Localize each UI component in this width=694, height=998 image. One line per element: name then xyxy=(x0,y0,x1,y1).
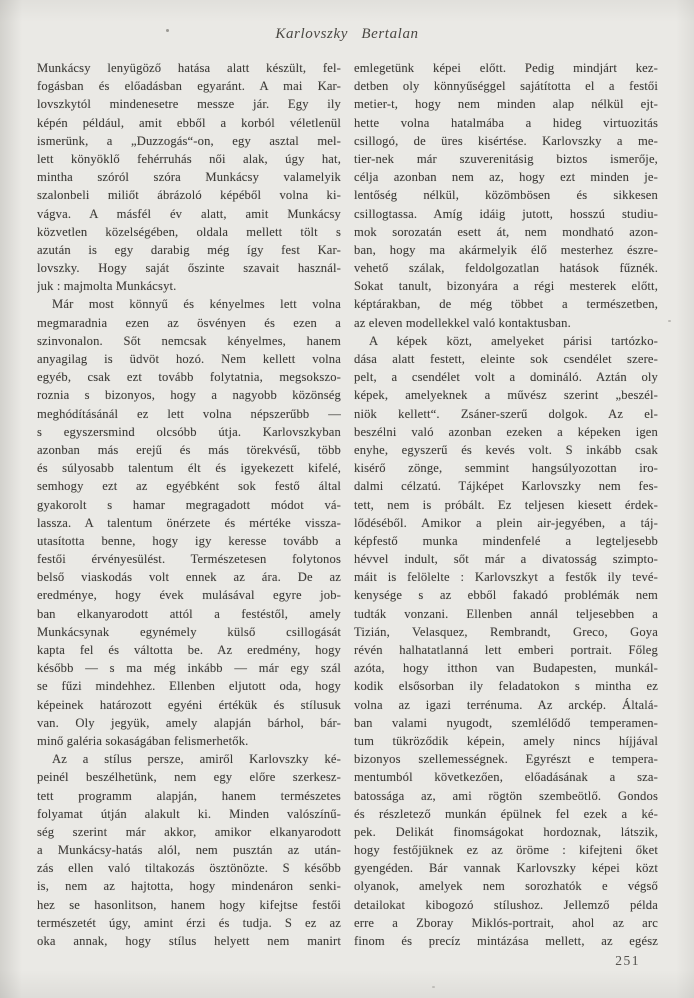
text-line: képfestő munka mindenfelé a legteljesebb xyxy=(354,533,658,548)
text-line: képeinek határozott egyéni értékük és stílusuk xyxy=(37,697,341,712)
text-line: célja azonban nem az, hogy ezt minden je- xyxy=(354,170,658,185)
column-right xyxy=(354,59,658,950)
text-line: máit is felölelte : Karlovszkyt a festők ily tevé- xyxy=(354,570,658,585)
text-line: tett, nem is próbált. Ez teljesen kiesett érdek- xyxy=(354,497,658,512)
text-line: finom és precíz mintázása mellett, az egész xyxy=(354,934,658,948)
text-line: képén például, amit ebből a korból véletlenül xyxy=(37,115,341,130)
text-line: csillogtassa. Amíg idáig jutott, hosszú studiu- xyxy=(354,206,658,221)
text-line: Tizián, Velasquez, Rembrandt, Greco, Goya xyxy=(354,624,658,639)
text-line: peinél beszélhetünk, nem egy előre szerkesz- xyxy=(37,770,341,785)
text-line: azonban más erejű és más törekvésű, több xyxy=(37,442,341,457)
text-line: A képek közt, amelyeket párisi tartózko- xyxy=(369,333,658,348)
text-line: Munkácsy lenyügöző hatása alatt készült, fel- xyxy=(37,61,341,75)
text-line: egyéb, csak ezt tovább folytatnia, megsokszo- xyxy=(37,370,341,385)
text-line: folyamat útján alakult ki. Minden valószínű- xyxy=(37,806,341,821)
text-line: képtárakban, de még többet a természetben, xyxy=(354,297,658,312)
text-line: minő galéria sokaságában felismerhetők. xyxy=(37,733,249,748)
scan-speck xyxy=(668,320,671,322)
text-line: ban, hogy ma akármelyik élő mesterhez észre- xyxy=(354,242,658,257)
text-line: és részletező munkán épülnek fel ezek a ké- xyxy=(354,806,658,821)
text-line: azután is egy darabig még így fest Kar- xyxy=(37,242,341,257)
text-line: is, nem az hajtotta, hogy mindenáron senki- xyxy=(37,879,341,894)
text-line: festői érvényesülést. Természetesen folytonos xyxy=(37,552,341,567)
text-line: roznia s bizonyos, hogy a nagyobb közönség xyxy=(37,388,341,403)
text-line: ség szerint már akkor, amikor elkanyarodott xyxy=(37,824,341,839)
text-line: és súlyosabb talentum élt és igyekezett kifelé, xyxy=(37,461,341,476)
column-left xyxy=(37,59,341,950)
text-line: detailokat kibogozó stílushoz. Jellemző példa xyxy=(354,897,658,912)
text-line: tudták vonzani. Ellenben annál teljesebben a xyxy=(354,606,658,621)
text-line: batossága az, ami rögtön szembeötlő. Gondos xyxy=(354,788,658,803)
scan-speck xyxy=(166,29,169,32)
text-line: eredménye, hogy évek mulásával egyre job- xyxy=(37,588,341,603)
text-line: metier-t, hogy nem minden alap nélkül ejt- xyxy=(354,97,658,112)
text-line: hévvel indult, sőt már a divatosság szimpto- xyxy=(354,552,658,567)
text-line: Már most könnyű és kényelmes lett volna xyxy=(52,297,341,312)
page-number: 251 xyxy=(615,953,640,969)
text-line: detben oly könnyűséggel sajátította el a festői xyxy=(354,79,658,94)
text-line: ban elkanyarodott attól a festéstől, amely xyxy=(37,606,341,621)
text-line: lovszky. Hogy saját őszinte szavait használ- xyxy=(37,261,341,276)
text-line: kenysége s az ebből fakadó problémák nem xyxy=(354,588,658,603)
text-columns xyxy=(0,43,694,950)
text-line: csillogó, de üres kisértése. Karlovszky a me- xyxy=(354,133,658,148)
text-line: ismerünk, a „Duzzogás“-on, egy asztal mel- xyxy=(37,133,341,148)
text-line: kodik elsősorban ily feladatokon s mintha ez xyxy=(354,679,658,694)
text-line: közvetlen közelségében, oldala mellett tölt s xyxy=(37,224,341,239)
text-line: tum tükröződik képein, amely nincs híjjával xyxy=(354,733,658,748)
text-line: vehető szálak, feldolgozatlan hatások fűznék. xyxy=(354,261,658,276)
text-line: gyakorolt s hamar megragadott módot vá- xyxy=(37,497,341,512)
text-line: az eleven modellekkel való kontaktusban. xyxy=(354,315,571,330)
text-line: azóta, hogy itthon van Budapesten, munkál- xyxy=(354,661,658,676)
text-line: semhogy ezt az egyébként sok festő által xyxy=(37,479,341,494)
text-line: gyengéden. Bár vannak Karlovszky képei közt xyxy=(354,861,658,876)
text-line: vágva. A másfél év alatt, amit Munkácsy xyxy=(37,206,341,221)
text-line: hez se hasonlitson, hanem hogy kifejtse festői xyxy=(37,897,341,912)
text-line: később — s ma még inkább — már egy szál xyxy=(37,661,341,676)
text-line: fogásban és előadásban egyaránt. A mai Kar- xyxy=(37,79,341,94)
text-line: oka annak, hogy stílus helyett nem manirt xyxy=(37,934,341,948)
text-line: erre a Zboray Miklós-portrait, ahol az arc xyxy=(354,915,658,930)
text-line: mok sorozatán esett át, nem mondható azon- xyxy=(354,224,658,239)
text-line: Az a stílus persze, amiről Karlovszky ké- xyxy=(52,752,341,767)
text-line: révén halhatatlanná lett emberi portrait. Főleg xyxy=(354,643,658,657)
text-line: s egyszersmind olcsóbb útja. Karlovszkyban xyxy=(37,424,341,439)
text-line: kisérő zönge, semmint hangsúlyozottan iro- xyxy=(354,461,658,476)
text-line: lett könyöklő fehérruhás női alak, úgy hat, xyxy=(37,151,341,166)
text-line: szinvonalon. Sőt nemcsak kényelmes, hanem xyxy=(37,333,341,348)
text-line: dalmi célzatú. Tájképet Karlovszky nem fes- xyxy=(354,479,658,494)
text-line: megmaradnia ezen az ösvényen és ezen a xyxy=(37,315,341,330)
text-line: meghódításánál ez lett volna népszerűbb — xyxy=(37,406,341,421)
text-line: mentumból következően, előadásának a sza- xyxy=(354,770,658,785)
text-line: se fűzi mindehhez. Ellenben eljutott oda, hogy xyxy=(37,679,341,694)
text-line: Sokat tanult, bizonyára a régi mesterek előtt, xyxy=(354,279,658,294)
text-line: niök kellett“. Zsáner-szerű dolgok. Az el- xyxy=(354,406,658,421)
text-line: pelt, a csendélet volt a domináló. Aztán oly xyxy=(354,370,658,385)
text-line: tier-nek már szuverenitásig biztos ismerője, xyxy=(354,151,658,166)
text-line: hette volna hatalmába a hideg virtuozitás xyxy=(354,115,658,130)
text-line: dása alatt festett, eleinte sok csendélet szere- xyxy=(354,352,658,366)
text-line: lovszkytól mindenesetre messze jár. Egy ily xyxy=(37,97,341,112)
text-line: mintha szóról szóra Munkácsy valamelyik xyxy=(37,170,341,185)
scan-speck xyxy=(432,986,435,988)
text-line: a Munkácsy-hatás alól, nem pusztán az után- xyxy=(37,843,341,858)
text-line: szalonbeli miliőt ábrázoló képéből volna ki- xyxy=(37,188,341,203)
text-line: lassza. A talentum önérzete és mértéke vissza- xyxy=(37,515,341,530)
page-footer xyxy=(0,950,694,970)
text-line: juk : majmolta Munkácsyt. xyxy=(37,279,177,294)
text-line: zás ellen való tiltakozás ösztönözte. S később xyxy=(37,861,341,876)
text-line: emlegetünk képei előtt. Pedig mindjárt kez- xyxy=(354,61,658,75)
text-line: pek. Delikát finomságokat hordoznak, látszik, xyxy=(354,824,658,839)
text-line: belső viaskodás volt ennek az ára. De az xyxy=(37,570,341,585)
running-header xyxy=(0,0,694,43)
page-header-title: Karlovszky Bertalan xyxy=(275,26,419,42)
text-line: tett programm alapján, hanem természetes xyxy=(37,788,341,803)
text-line: utasította benne, hogy igy keresse tovább a xyxy=(37,533,341,548)
text-line: Munkácsynak egynémely külső csillogását xyxy=(37,624,341,639)
text-line: enyhe, egyszerű és kevés volt. S inkább csak xyxy=(354,442,658,457)
text-line: természetét úgy, amint érzi és tudja. S ez az xyxy=(37,915,341,930)
text-line: van. Oly jegyük, amely alapján bárhol, bár- xyxy=(37,715,341,730)
text-line: bizonyos szellemességnek. Egyrészt e tempera- xyxy=(354,752,658,767)
text-line: kapta fel és váltotta be. Az eredmény, hogy xyxy=(37,643,341,657)
text-line: lentőség nélkül, közömbösen és sikkesen xyxy=(354,188,658,203)
text-line: beszélni való azonban ezeken a képeken igen xyxy=(354,424,658,439)
text-line: képek, amelyeknek a művész szerint „beszél- xyxy=(354,388,658,403)
text-line: olyanok, amelyek nem sorozhatók e végső xyxy=(354,879,658,894)
text-line: volna az igazi terrénuma. Az arckép. Általá- xyxy=(354,697,658,712)
text-line: hogy festőjüknek ez az öröme : kifejteni őket xyxy=(354,843,658,858)
text-line: lődéséből. Amikor a plein air-jegyében, a táj- xyxy=(354,515,658,530)
text-line: anyagilag is üdvöt hozó. Nem kellett volna xyxy=(37,352,341,366)
text-line: ban valami nyugodt, szemlélődő temperamen- xyxy=(354,715,658,730)
